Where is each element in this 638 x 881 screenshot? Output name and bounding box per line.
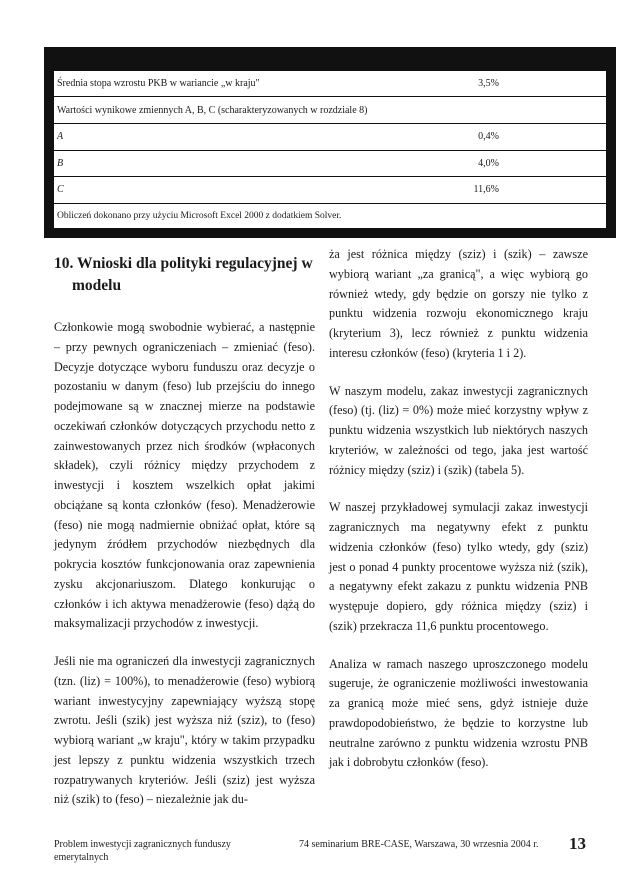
paragraph: Analiza w ramach naszego uproszczonego modelu sugeruje, że ograniczenie możliwości inwestowania za granicą może mieć sens, gdyż istnieje duże prawdopodobieństwo, że będzie to korzystne lub neutralne zarówno z punktu widzenia wzrostu PNB jak i dobrobytu członków (feso).	[329, 656, 588, 770]
right-column	[329, 245, 588, 791]
row-label: B	[54, 150, 441, 177]
paragraph: Jeśli nie ma ograniczeń dla inwestycji zagranicznych (tzn. (liz) = 100%), to menadżerowie (feso) wybiorą wariant inwestycyjny zapewniający wyższą stopę zwrotu. Jeśli (szik) jest wyższa niż (sziz), to (feso) wybiorą wariant „w kraju", który w takim przypadku jest lepszy z punktu widzenia wszystkich trzech rozpatrywanych kryteriów. Jeśli (sziz) jest wyższa niż (szik) to (feso) – niezależnie jak du-	[54, 654, 315, 807]
row-value: 0,4%	[441, 124, 606, 151]
table-row	[54, 97, 606, 124]
simulation-table-box	[44, 47, 616, 238]
table-note: Obliczeń dokonano przy użyciu Microsoft Excel 2000 z dodatkiem Solver.	[57, 210, 342, 221]
page-number: 13	[569, 834, 586, 853]
table-row	[54, 150, 606, 177]
simulation-table	[54, 71, 606, 228]
row-value	[441, 97, 606, 124]
row-value: 3,5%	[441, 71, 606, 97]
table-row	[54, 71, 606, 97]
paragraph: ża jest różnica między (sziz) i (szik) – zawsze wybiorą wariant „za granicą", a więc wybiorą go również wtedy, gdy będzie on gorszy nie tylko z punktu widzenia rozwoju ekonomicznego kraju (kryterium 3), lecz również z punktu widzenia interesu członków (feso) (kryteria 1 i 2).	[329, 247, 588, 360]
paragraph: W naszym modelu, zakaz inwestycji zagranicznych (feso) (tj. (liz) = 0%) może mieć korzystny wpływ z punktu widzenia wszystkich lub niektórych naszych kryteriów, w zależności od tego, jaka jest wartość różnicy między (sziz) i (szik) (tabela 5).	[329, 383, 588, 477]
table-row	[54, 177, 606, 204]
section-heading: 10. Wnioski dla polityki regulacyjnej w modelu	[54, 255, 313, 294]
row-label: Wartości wynikowe zmiennych A, B, C (scharakteryzowanych w rozdziale 8)	[54, 97, 441, 124]
footer-seminar-text: 74 seminarium BRE-CASE, Warszawa, 30 wrzesnia 2004 r.	[299, 839, 539, 850]
row-value: 4,0%	[441, 150, 606, 177]
footer-left-text: Problem inwestycji zagranicznych funduszy emerytalnych	[54, 839, 231, 863]
row-label: Średnia stopa wzrostu PKB w wariancie „w kraju"	[54, 71, 441, 97]
row-value: 11,6%	[441, 177, 606, 204]
table-row	[54, 124, 606, 151]
paragraph: W naszej przykładowej symulacji zakaz inwestycji zagranicznych ma negatywny efekt z punktu widzenia członków (feso) tylko wtedy, gdy (sziz) jest o ponad 4 punkty procentowe wyższa niż (szik), a negatywny efekt zakazu z punktu widzenia PNB występuje dopiero, gdy różnica między (sziz) i (szik) przekracza 11,6 punktu procentowego.	[329, 500, 588, 633]
table-note-row	[54, 203, 606, 228]
paragraph: Członkowie mogą swobodnie wybierać, a następnie – przy pewnych ograniczeniach – zmieniać (feso). Decyzje dotyczące wyboru funduszu oraz decyzje o pozostaniu w danym (feso) lub przejściu do innego podejmowane są w znacznej mierze na podstawie oczekiwań członków dotyczących przychodu netto z zainwestowanych przez nich środków (wpłaconych składek), czyli różnicy między przychodem z inwestycji i kosztem wszelkich opłat jakimi obciążane są konta członków (feso). Menadżerowie (feso) nie mogą nadmiernie obniżać opłat, które są jedynym źródłem przychodów niezbędnych dla pokrycia kosztów funkcjonowania oraz zapewnienia zysku akcjonariuszom. Dlatego konkurując o członków i ich aktywa menadżerowie (feso) dążą do maksymalizacji przychodów z inwestycji.	[54, 320, 315, 631]
left-column	[54, 245, 315, 828]
row-label: C	[54, 177, 441, 204]
row-label: A	[54, 124, 441, 151]
